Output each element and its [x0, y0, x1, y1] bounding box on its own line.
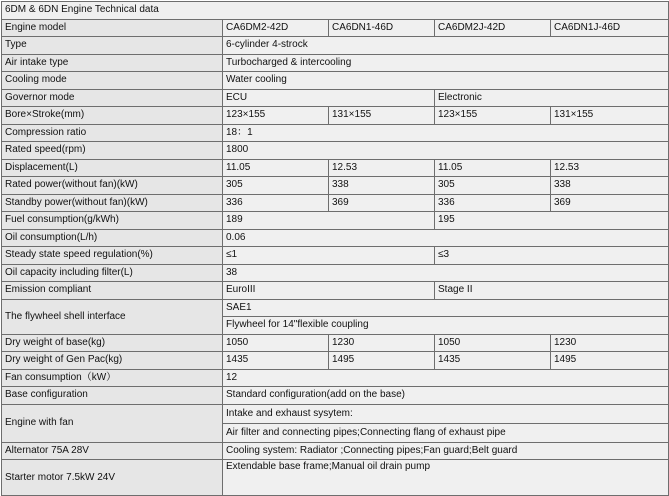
table-row	[2, 159, 669, 177]
table-row	[2, 460, 669, 496]
row-label: Engine model	[2, 19, 223, 37]
value-cell: 336	[223, 194, 329, 212]
value-cell: 38	[223, 264, 669, 282]
row-label: Emission compliant	[2, 282, 223, 300]
value-cell: EuroIII	[223, 282, 435, 300]
value-cell: 1050	[223, 334, 329, 352]
table-row	[2, 89, 669, 107]
row-label: Engine with fan	[2, 404, 223, 442]
value-cell: 338	[329, 177, 435, 195]
value-cell: 305	[435, 177, 551, 195]
row-label: Rated speed(rpm)	[2, 142, 223, 160]
model-cell: CA6DN1-46D	[329, 19, 435, 37]
value-cell-stack	[223, 299, 669, 334]
value-cell: 336	[435, 194, 551, 212]
row-label: Oil consumption(L/h)	[2, 229, 223, 247]
table-row	[2, 194, 669, 212]
value-cell: 369	[551, 194, 669, 212]
engine-spec-table	[1, 1, 669, 496]
table-row	[2, 124, 669, 142]
value-cell: 1050	[435, 334, 551, 352]
value-cell: 0.06	[223, 229, 669, 247]
value-cell: 1495	[329, 352, 435, 370]
value-cell: Water cooling	[223, 72, 669, 90]
row-label: Oil capacity including filter(L)	[2, 264, 223, 282]
value-cell: 18：1	[223, 124, 669, 142]
value-cell: 195	[435, 212, 669, 230]
value-cell: 131×155	[551, 107, 669, 125]
value-cell: 11.05	[223, 159, 329, 177]
row-label: Cooling mode	[2, 72, 223, 90]
value-cell: 6-cylinder 4-strock	[223, 37, 669, 55]
row-label: Air intake type	[2, 54, 223, 72]
table-row	[2, 177, 669, 195]
row-label: Starter motor 7.5kW 24V	[2, 460, 223, 496]
row-label: Steady state speed regulation(%)	[2, 247, 223, 265]
table-row	[2, 142, 669, 160]
row-label: Type	[2, 37, 223, 55]
value-cell: Standard configuration(add on the base)	[223, 387, 669, 405]
value-line: Flywheel for 14"flexible coupling	[226, 318, 369, 330]
table-row	[2, 54, 669, 72]
value-cell: 1495	[551, 352, 669, 370]
value-cell: 1435	[435, 352, 551, 370]
value-line: Intake and exhaust sysytem:	[223, 405, 668, 424]
value-cell: Extendable base frame;Manual oil drain pump	[223, 460, 669, 496]
table-row	[2, 72, 669, 90]
value-cell: 12	[223, 369, 669, 387]
value-cell: Electronic	[435, 89, 669, 107]
row-label: Governor mode	[2, 89, 223, 107]
table-title: 6DM & 6DN Engine Technical data	[2, 2, 669, 20]
value-cell: 189	[223, 212, 435, 230]
value-cell: 1230	[329, 334, 435, 352]
value-cell: 1435	[223, 352, 329, 370]
model-cell: CA6DN1J-46D	[551, 19, 669, 37]
row-label: The flywheel shell interface	[2, 299, 223, 334]
value-line: Air filter and connecting pipes;Connecting flang of exhaust pipe	[226, 426, 506, 438]
value-cell: 11.05	[435, 159, 551, 177]
value-cell: ≤3	[435, 247, 669, 265]
value-cell: ECU	[223, 89, 435, 107]
row-label: Bore×Stroke(mm)	[2, 107, 223, 125]
row-label: Compression ratio	[2, 124, 223, 142]
model-cell: CA6DM2J-42D	[435, 19, 551, 37]
row-label: Base configuration	[2, 387, 223, 405]
value-cell: 1230	[551, 334, 669, 352]
value-cell: 131×155	[329, 107, 435, 125]
table-row	[2, 299, 669, 334]
table-row	[2, 37, 669, 55]
table-row	[2, 352, 669, 370]
value-cell: Cooling system: Radiator ;Connecting pipes;Fan guard;Belt guard	[223, 442, 669, 460]
row-label: Fuel consumption(g/kWh)	[2, 212, 223, 230]
table-row	[2, 404, 669, 442]
value-cell: 305	[223, 177, 329, 195]
title-row	[2, 2, 669, 20]
value-cell: 369	[329, 194, 435, 212]
value-cell: 12.53	[329, 159, 435, 177]
row-label: Dry weight of base(kg)	[2, 334, 223, 352]
value-line: SAE1	[223, 300, 668, 317]
model-cell: CA6DM2-42D	[223, 19, 329, 37]
table-row	[2, 369, 669, 387]
value-cell: 123×155	[435, 107, 551, 125]
row-label: Rated power(without fan)(kW)	[2, 177, 223, 195]
value-cell: Turbocharged & intercooling	[223, 54, 669, 72]
row-label: Alternator 75A 28V	[2, 442, 223, 460]
table-row	[2, 442, 669, 460]
table-row	[2, 387, 669, 405]
table-row	[2, 212, 669, 230]
table-row	[2, 229, 669, 247]
value-cell: 1800	[223, 142, 669, 160]
engine-model-row	[2, 19, 669, 37]
table-row	[2, 264, 669, 282]
table-row	[2, 107, 669, 125]
row-label: Standby power(without fan)(kW)	[2, 194, 223, 212]
table-row	[2, 282, 669, 300]
value-cell: Stage II	[435, 282, 669, 300]
row-label: Fan consumption（kW）	[2, 369, 223, 387]
value-cell-stack	[223, 404, 669, 442]
value-cell: 123×155	[223, 107, 329, 125]
value-cell: 338	[551, 177, 669, 195]
row-label: Displacement(L)	[2, 159, 223, 177]
value-cell: ≤1	[223, 247, 435, 265]
value-cell: 12.53	[551, 159, 669, 177]
table-row	[2, 247, 669, 265]
table-row	[2, 334, 669, 352]
row-label: Dry weight of Gen Pac(kg)	[2, 352, 223, 370]
